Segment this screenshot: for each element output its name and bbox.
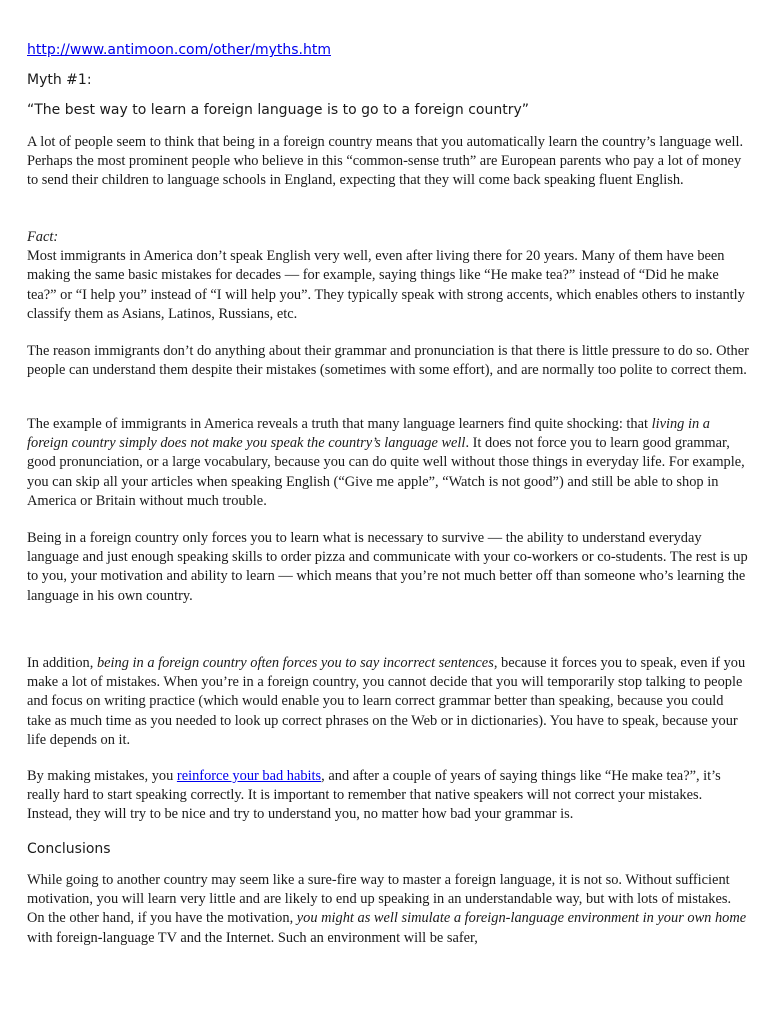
- paragraph-conclusion-italic: you might as well simulate a foreign-language environment in your own home: [296, 910, 747, 927]
- paragraph-intro: A lot of people seem to think that being in a foreign country means that you automatically learn the country’s language well. Perhaps the most prominent people who believe in this “common-sense truth” are European parents who pay a lot of money to send their children to language schools in England, expecting that they will come back speaking fluent English.: [27, 134, 744, 189]
- paragraph-addition-start: In addition,: [27, 655, 97, 671]
- paragraph-example-start: The example of immigrants in America reveals a truth that many language learners find quite shocking: that: [27, 416, 652, 432]
- paragraph-survive: Being in a foreign country only forces you to learn what is necessary to survive — the ability to understand everyday language and just enough speaking skills to order pizza and communicate with your co-workers or co-students. The rest is up to you, your motivation and ability to learn — which means that you’re not much better off than someone who’s learning the language in his own country.: [27, 530, 748, 604]
- paragraph-example-italic: living in a foreign country simply does not make you speak the country’s language well: [27, 416, 710, 452]
- paragraph-pressure: The reason immigrants don’t do anything about their grammar and pronunciation is that there is little pressure to do so. Other people can understand them despite their mistakes (sometimes with some effort), and are normally too polite to correct them.: [27, 343, 749, 379]
- paragraph-fact: [27, 228, 749, 324]
- paragraph-conclusion-end: with foreign-language TV and the Internet. Such an environment will be safer,: [27, 929, 478, 946]
- paragraph-example-end: . It does not force you to learn good grammar, good pronunciation, or a large vocabulary, because you can do quite well without those things in everyday life. For example, you can skip all your articles when speaking English (“Give me apple”, “Watch is not good”) and still be able to shop in America or Britain without much trouble.: [27, 435, 745, 509]
- paragraph-mistakes-end: , and after a couple of years of saying things like “He make tea?”, it’s really hard to start speaking correctly. It is important to remember that native speakers will not correct your mistakes. Instead, they will try to be nice and try to understand you, no matter how bad your grammar is.: [27, 768, 721, 823]
- paragraph-addition-italic: being in a foreign country often forces you to say incorrect sentences: [96, 655, 494, 671]
- fact-label: Fact:: [27, 229, 59, 245]
- paragraph-mistakes-start: By making mistakes, you: [27, 768, 177, 784]
- paragraph-conclusion-start: While going to another country may seem like a sure-fire way to master a foreign language, it is not so. Without sufficient motivation, you will learn very little and are likely to end up speaking in an understandable way, but with lots of mistakes. On the other hand, if you have the motivation,: [27, 872, 732, 927]
- paragraph-mistakes: [27, 767, 749, 825]
- myth-heading: Myth #1:: [27, 72, 92, 88]
- paragraph-example: [27, 415, 749, 511]
- paragraph-conclusion: [27, 871, 749, 948]
- conclusions-heading: Conclusions: [27, 841, 111, 857]
- source-url-link[interactable]: http://www.antimoon.com/other/myths.htm: [27, 42, 331, 58]
- paragraph-addition: [27, 654, 749, 750]
- reinforce-bad-habits-link[interactable]: reinforce your bad habits: [176, 768, 322, 784]
- myth-quote: “The best way to learn a foreign language is to go to a foreign country”: [27, 102, 529, 118]
- paragraph-addition-end: , because it forces you to speak, even if you make a lot of mistakes. When you’re in a foreign country, you cannot decide that you will temporarily stop talking to people and focus on writing practice (which would enable you to learn correct grammar better than speaking, because you could take as much time as you needed to look up correct phrases on the Web or in dictionaries). You have to speak, because your life depends on it.: [27, 655, 746, 748]
- paragraph-fact-text: Most immigrants in America don’t speak English very well, even after living there for 20 years. Many of them have been making the same basic mistakes for decades — for example, saying things like “He make tea?” instead of “Did he make tea?” or “I help you” instead of “I will help you”. They typically speak with strong accents, which enables others to instantly classify them as Asians, Latinos, Russians, etc.: [27, 248, 745, 322]
